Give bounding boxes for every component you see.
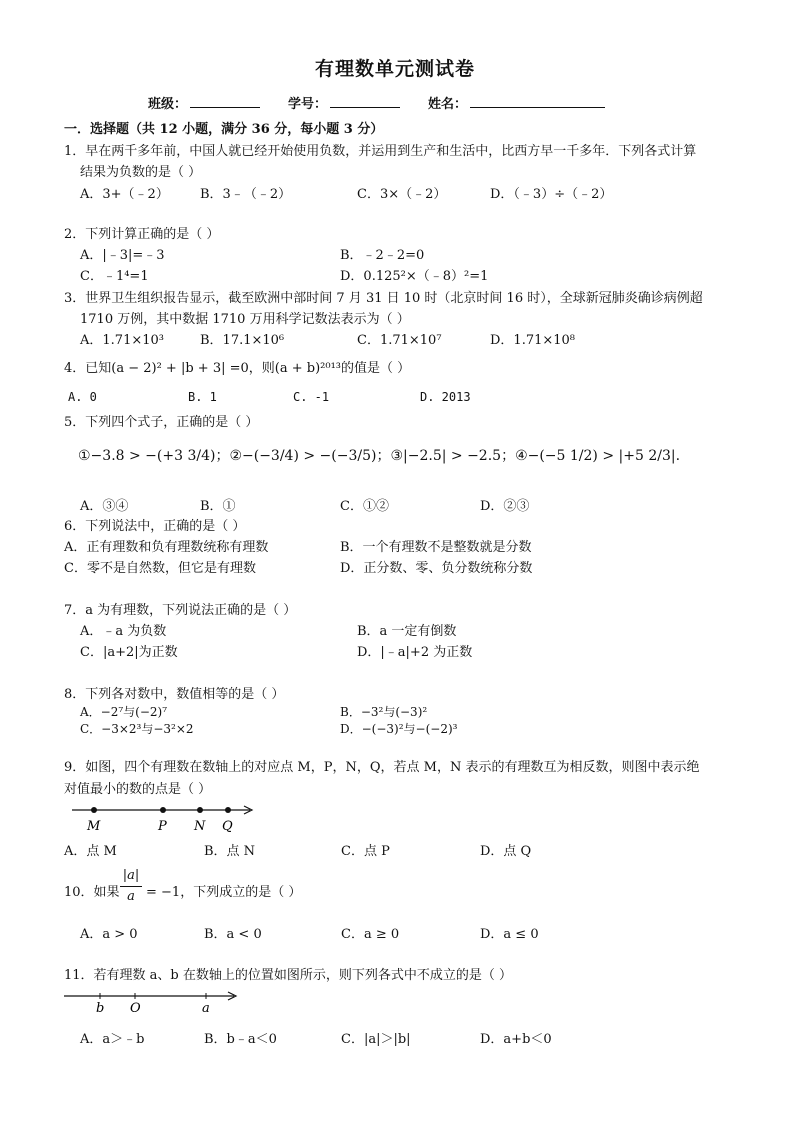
q9-option-b[interactable]: B．点 N <box>204 844 256 859</box>
q6-option-a[interactable]: A．正有理数和负有理数统称有理数 <box>64 540 269 555</box>
q7-option-c[interactable]: C．|a+2|为正数 <box>80 645 178 660</box>
q6-option-c[interactable]: C．零不是自然数，但它是有理数 <box>64 561 256 576</box>
q4-stem: 4．已知(a − 2)² + |b + 3| =0，则(a + b)²⁰¹³的值是（ ） <box>64 361 411 376</box>
q1-stem-line1: 1．早在两千多年前，中国人就已经开始使用负数，并运用到生产和生活中，比西方早一千多年．下列各式计算 <box>64 144 697 159</box>
q4-option-a[interactable]: A. 0 <box>68 390 97 404</box>
q3-option-d[interactable]: D．1.71×10⁸ <box>490 333 576 348</box>
q10-option-d[interactable]: D．a ≤ 0 <box>480 927 539 942</box>
q1-option-b[interactable]: B．3﹣（﹣2） <box>200 187 292 202</box>
section-heading: 一．选择题（共 12 小题，满分 36 分，每小题 3 分） <box>64 122 384 137</box>
q9-stem-line2: 对值最小的数的点是（ ） <box>64 782 212 797</box>
q7-option-b[interactable]: B．a 一定有倒数 <box>357 624 457 639</box>
page-title: 有理数单元测试卷 <box>315 58 476 80</box>
q10-option-a[interactable]: A．a > 0 <box>80 927 138 942</box>
q1-option-c[interactable]: C．3×（﹣2） <box>357 187 447 202</box>
q11-option-d[interactable]: D．a+b＜0 <box>480 1032 552 1047</box>
q8-option-b[interactable]: B．−3²与(−3)² <box>340 705 428 719</box>
q10-option-c[interactable]: C．a ≥ 0 <box>341 927 400 942</box>
q9-option-c[interactable]: C．点 P <box>341 844 390 859</box>
q2-option-d[interactable]: D．0.125²×（﹣8）²=1 <box>340 269 489 284</box>
class-field[interactable] <box>190 93 260 108</box>
class-label: 班级： <box>148 97 188 112</box>
q9-stem-line1: 9．如图，四个有理数在数轴上的对应点 M，P，N，Q，若点 M，N 表示的有理数互为相反数，则图中表示绝 <box>64 760 700 775</box>
q8-option-d[interactable]: D．−(−3)²与−(−2)³ <box>340 722 458 736</box>
q3-option-b[interactable]: B．17.1×10⁶ <box>200 333 285 348</box>
q11-option-c[interactable]: C．|a|＞|b| <box>341 1032 411 1047</box>
q1-option-a[interactable]: A．3+（﹣2） <box>80 187 169 202</box>
point-b-label: b <box>96 1001 105 1016</box>
q9-number-line <box>64 800 264 834</box>
q7-option-d[interactable]: D．|﹣a|+2 为正数 <box>357 645 473 660</box>
point-n-dot <box>197 807 203 813</box>
point-p-dot <box>160 807 166 813</box>
point-a-label: a <box>202 1001 210 1016</box>
q5-option-a[interactable]: A．③④ <box>80 499 129 514</box>
q10-suffix: = −1，下列成立的是（ ） <box>146 885 302 900</box>
q7-stem: 7．a 为有理数，下列说法正确的是（ ） <box>64 603 297 618</box>
q5-expression: ①−3.8 > −(+3 3/4)；②−(−3/4) > −(−3/5)；③|−2.5| > −2.5；④−(−5 1/2) > |+5 2/3|. <box>78 448 681 464</box>
q1-stem-line2: 结果为负数的是（ ） <box>80 165 202 180</box>
q5-option-c[interactable]: C．①② <box>340 499 389 514</box>
q10-fraction-bar <box>120 886 142 887</box>
q6-option-b[interactable]: B．一个有理数不是整数就是分数 <box>340 540 532 555</box>
q6-stem: 6．下列说法中，正确的是（ ） <box>64 519 246 534</box>
q4-option-b[interactable]: B. 1 <box>188 390 217 404</box>
student-id-label: 学号： <box>288 97 328 112</box>
student-id-field[interactable] <box>330 93 400 108</box>
name-field[interactable] <box>470 93 605 108</box>
q10-prefix: 10．如果 <box>64 885 120 900</box>
q5-option-d[interactable]: D．②③ <box>480 499 530 514</box>
point-n-label: N <box>194 819 206 834</box>
q3-stem-line2: 1710 万例，其中数据 1710 万用科学记数法表示为（ ） <box>80 312 410 327</box>
q9-option-d[interactable]: D．点 Q <box>480 844 532 859</box>
point-o-label: O <box>130 1001 141 1016</box>
q9-option-a[interactable]: A．点 M <box>64 844 117 859</box>
point-m-dot <box>91 807 97 813</box>
q8-stem: 8．下列各对数中，数值相等的是（ ） <box>64 687 285 702</box>
q7-option-a[interactable]: A．﹣a 为负数 <box>80 624 167 639</box>
q3-stem-line1: 3．世界卫生组织报告显示，截至欧洲中部时间 7 月 31 日 10 时（北京时间 16 时），全球新冠肺炎确诊病例超 <box>64 291 703 306</box>
q3-option-c[interactable]: C．1.71×10⁷ <box>357 333 442 348</box>
name-label: 姓名： <box>428 97 468 112</box>
q1-option-d[interactable]: D．（﹣3）÷（﹣2） <box>490 187 613 202</box>
q2-stem: 2．下列计算正确的是（ ） <box>64 227 220 242</box>
q11-stem: 11．若有理数 a、b 在数轴上的位置如图所示，则下列各式中不成立的是（ ） <box>64 968 513 983</box>
q10-numerator: |a| <box>122 868 140 883</box>
q6-option-d[interactable]: D．正分数、零、负分数统称分数 <box>340 561 533 576</box>
q2-option-b[interactable]: B．﹣2﹣2=0 <box>340 248 425 263</box>
q8-option-c[interactable]: C．−3×2³与−3²×2 <box>80 722 194 736</box>
q11-option-a[interactable]: A．a＞﹣b <box>80 1032 145 1047</box>
q2-option-c[interactable]: C．﹣1⁴=1 <box>80 269 149 284</box>
point-q-label: Q <box>222 819 233 834</box>
q10-option-b[interactable]: B．a < 0 <box>204 927 262 942</box>
q5-stem: 5．下列四个式子，正确的是（ ） <box>64 415 259 430</box>
q4-option-c[interactable]: C. -1 <box>293 390 330 404</box>
q4-option-d[interactable]: D. 2013 <box>420 390 471 404</box>
q8-option-a[interactable]: A．−2⁷与(−2)⁷ <box>80 705 168 719</box>
point-q-dot <box>225 807 231 813</box>
q5-option-b[interactable]: B．① <box>200 499 236 514</box>
point-p-label: P <box>158 819 167 834</box>
q11-option-b[interactable]: B．b﹣a＜0 <box>204 1032 277 1047</box>
point-m-label: M <box>87 819 101 834</box>
q2-option-a[interactable]: A．|﹣3|=﹣3 <box>80 248 165 263</box>
q10-denominator: a <box>127 889 135 904</box>
q3-option-a[interactable]: A．1.71×10³ <box>80 333 164 348</box>
q11-number-line <box>64 988 244 1018</box>
